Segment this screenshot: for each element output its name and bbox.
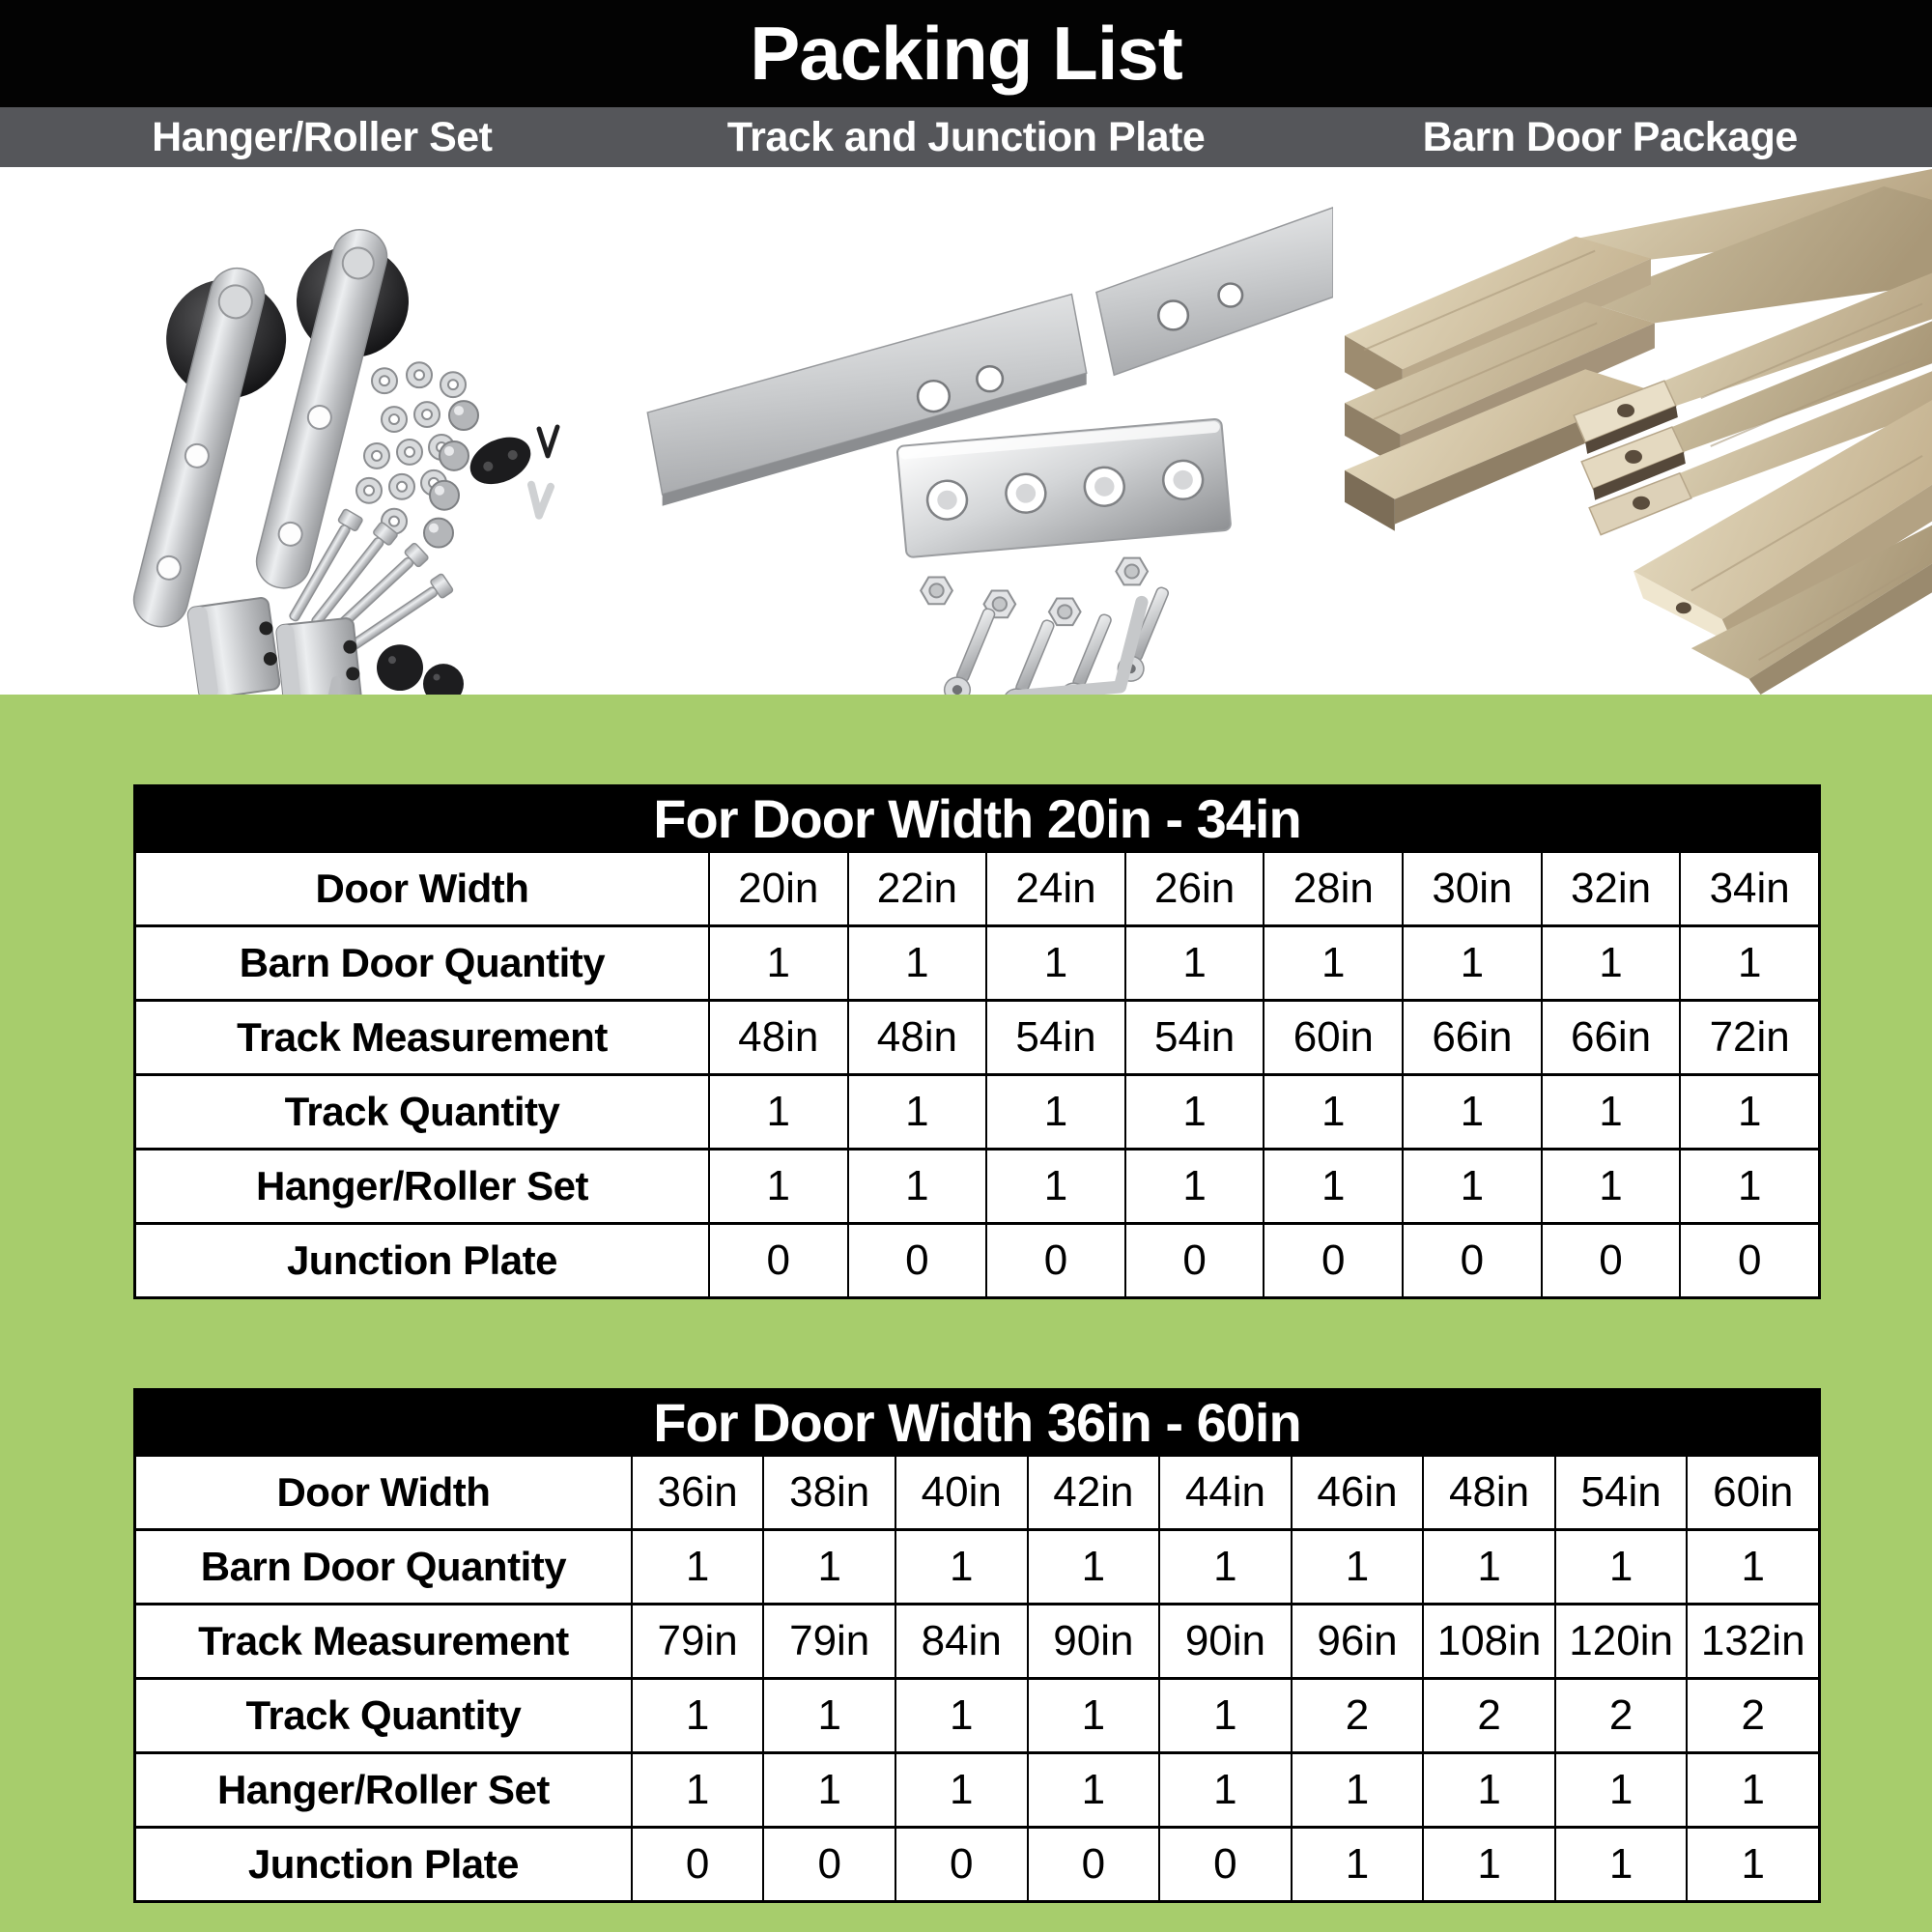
table-cell: 36in xyxy=(631,1457,763,1528)
table-cell: 1 xyxy=(985,1151,1124,1222)
table-cell: 2 xyxy=(1291,1680,1423,1751)
table-title: For Door Width 36in - 60in xyxy=(133,1388,1821,1457)
table-cell: 1 xyxy=(1422,1829,1554,1900)
table-cell: 2 xyxy=(1422,1680,1554,1751)
table-cell: 1 xyxy=(762,1531,895,1603)
table-cell: 1 xyxy=(1124,927,1264,999)
table-cell: 120in xyxy=(1554,1605,1687,1677)
row-label: Track Quantity xyxy=(284,1089,560,1134)
table-cell: 22in xyxy=(847,853,986,924)
table-cell: 90in xyxy=(1027,1605,1159,1677)
photo-captions-bar xyxy=(0,107,1932,167)
hanger-roller-set-photo xyxy=(10,167,628,695)
table-cell: 1 xyxy=(1263,1151,1402,1222)
table-cell: 1 xyxy=(1554,1829,1687,1900)
table-row xyxy=(136,1222,1818,1296)
table-cell: 44in xyxy=(1158,1457,1291,1528)
table-cell: 0 xyxy=(1027,1829,1159,1900)
table-cell: 20in xyxy=(708,853,847,924)
table-cell: 1 xyxy=(847,927,986,999)
table-cell: 84in xyxy=(895,1605,1027,1677)
table-cell: 1 xyxy=(1027,1754,1159,1826)
table-cell: 79in xyxy=(762,1605,895,1677)
table-row xyxy=(136,999,1818,1073)
table-cell: 1 xyxy=(708,927,847,999)
table-cell: 0 xyxy=(1124,1225,1264,1296)
table-cell: 54in xyxy=(985,1002,1124,1073)
table-cell: 1 xyxy=(1291,1829,1423,1900)
table-row xyxy=(136,1148,1818,1222)
table-cell: 42in xyxy=(1027,1457,1159,1528)
table-row xyxy=(136,1826,1818,1900)
table-cell: 28in xyxy=(1263,853,1402,924)
table-cell: 1 xyxy=(1541,927,1680,999)
table-cell: 0 xyxy=(1402,1225,1541,1296)
table-body xyxy=(133,1457,1821,1903)
table-cell: 1 xyxy=(631,1754,763,1826)
table-cell: 1 xyxy=(895,1754,1027,1826)
table-cell: 90in xyxy=(1158,1605,1291,1677)
table-cell: 1 xyxy=(762,1680,895,1751)
table-cell: 132in xyxy=(1686,1605,1818,1677)
table-cell: 1 xyxy=(1158,1754,1291,1826)
table-cell: 1 xyxy=(1263,927,1402,999)
spec-section xyxy=(0,695,1932,1932)
table-cell: 1 xyxy=(708,1151,847,1222)
table-cell: 2 xyxy=(1686,1680,1818,1751)
table-cell: 24in xyxy=(985,853,1124,924)
table-cell: 1 xyxy=(1541,1076,1680,1148)
caption-track-junction-plate: Track and Junction Plate xyxy=(726,113,1206,160)
table-cell: 48in xyxy=(1422,1457,1554,1528)
row-label: Junction Plate xyxy=(286,1237,557,1283)
table-cell: 0 xyxy=(847,1225,986,1296)
table-cell: 34in xyxy=(1679,853,1818,924)
table-cell: 2 xyxy=(1554,1680,1687,1751)
table-title: For Door Width 20in - 34in xyxy=(133,784,1821,853)
table-cell: 1 xyxy=(631,1680,763,1751)
header-banner xyxy=(0,0,1932,107)
table-cell: 48in xyxy=(708,1002,847,1073)
table-cell: 1 xyxy=(1402,1151,1541,1222)
row-label: Hanger/Roller Set xyxy=(216,1767,550,1812)
table-cell: 54in xyxy=(1554,1457,1687,1528)
row-label: Track Measurement xyxy=(198,1618,569,1663)
barn-door-package-photo xyxy=(1345,167,1932,695)
table-cell: 0 xyxy=(762,1829,895,1900)
table-cell: 1 xyxy=(1679,1151,1818,1222)
table-cell: 1 xyxy=(1158,1680,1291,1751)
table-cell: 30in xyxy=(1402,853,1541,924)
row-label: Barn Door Quantity xyxy=(239,940,606,985)
table-cell: 48in xyxy=(847,1002,986,1073)
table-cell: 1 xyxy=(1158,1531,1291,1603)
track-junction-plate-photo xyxy=(633,167,1333,695)
table-cell: 0 xyxy=(1679,1225,1818,1296)
table-row xyxy=(136,1528,1818,1603)
table-cell: 1 xyxy=(1291,1754,1423,1826)
table-cell: 32in xyxy=(1541,853,1680,924)
table-cell: 1 xyxy=(1422,1754,1554,1826)
row-label: Door Width xyxy=(315,866,529,911)
table-cell: 1 xyxy=(1124,1076,1264,1148)
table-cell: 1 xyxy=(1686,1754,1818,1826)
table-body xyxy=(133,853,1821,1299)
table-cell: 1 xyxy=(1541,1151,1680,1222)
table-cell: 96in xyxy=(1291,1605,1423,1677)
table-cell: 1 xyxy=(1686,1829,1818,1900)
table-row xyxy=(136,1751,1818,1826)
table-cell: 0 xyxy=(631,1829,763,1900)
caption-barn-door-package: Barn Door Package xyxy=(1422,113,1798,160)
table-cell: 108in xyxy=(1422,1605,1554,1677)
table-cell: 1 xyxy=(631,1531,763,1603)
table-row xyxy=(136,853,1818,924)
table-cell: 1 xyxy=(1263,1076,1402,1148)
table-cell: 72in xyxy=(1679,1002,1818,1073)
caption-hanger-roller-set: Hanger/Roller Set xyxy=(152,113,493,160)
table-cell: 1 xyxy=(847,1076,986,1148)
table-cell: 1 xyxy=(1554,1754,1687,1826)
table-door-width-36-60 xyxy=(133,1388,1821,1903)
table-cell: 1 xyxy=(1402,1076,1541,1148)
table-cell: 1 xyxy=(1402,927,1541,999)
table-cell: 0 xyxy=(708,1225,847,1296)
table-cell: 1 xyxy=(895,1531,1027,1603)
table-cell: 60in xyxy=(1263,1002,1402,1073)
table-cell: 1 xyxy=(1291,1531,1423,1603)
table-cell: 1 xyxy=(1686,1531,1818,1603)
table-cell: 1 xyxy=(1027,1531,1159,1603)
row-label: Track Quantity xyxy=(245,1692,522,1738)
table-cell: 1 xyxy=(1422,1531,1554,1603)
row-label: Track Measurement xyxy=(237,1014,608,1060)
table-row xyxy=(136,1603,1818,1677)
table-cell: 1 xyxy=(762,1754,895,1826)
table-row xyxy=(136,1073,1818,1148)
page-title: Packing List xyxy=(750,11,1182,96)
table-cell: 1 xyxy=(895,1680,1027,1751)
table-row xyxy=(136,924,1818,999)
table-cell: 1 xyxy=(985,927,1124,999)
table-cell: 1 xyxy=(847,1151,986,1222)
table-cell: 1 xyxy=(1124,1151,1264,1222)
row-label: Hanger/Roller Set xyxy=(256,1163,588,1208)
row-label: Barn Door Quantity xyxy=(200,1544,567,1589)
table-cell: 46in xyxy=(1291,1457,1423,1528)
row-label: Door Width xyxy=(276,1469,491,1515)
table-cell: 0 xyxy=(985,1225,1124,1296)
table-cell: 0 xyxy=(1263,1225,1402,1296)
table-cell: 54in xyxy=(1124,1002,1264,1073)
table-cell: 0 xyxy=(895,1829,1027,1900)
table-cell: 26in xyxy=(1124,853,1264,924)
table-cell: 1 xyxy=(1679,1076,1818,1148)
table-cell: 1 xyxy=(1679,927,1818,999)
table-door-width-20-34 xyxy=(133,784,1821,1299)
table-cell: 0 xyxy=(1541,1225,1680,1296)
table-row xyxy=(136,1457,1818,1528)
table-cell: 0 xyxy=(1158,1829,1291,1900)
table-row xyxy=(136,1677,1818,1751)
table-cell: 1 xyxy=(985,1076,1124,1148)
table-cell: 1 xyxy=(1554,1531,1687,1603)
table-cell: 1 xyxy=(1027,1680,1159,1751)
table-cell: 60in xyxy=(1686,1457,1818,1528)
table-cell: 38in xyxy=(762,1457,895,1528)
table-cell: 1 xyxy=(708,1076,847,1148)
table-cell: 66in xyxy=(1402,1002,1541,1073)
table-cell: 66in xyxy=(1541,1002,1680,1073)
table-cell: 40in xyxy=(895,1457,1027,1528)
product-photo-strip xyxy=(0,167,1932,695)
table-cell: 79in xyxy=(631,1605,763,1677)
row-label: Junction Plate xyxy=(247,1841,519,1887)
